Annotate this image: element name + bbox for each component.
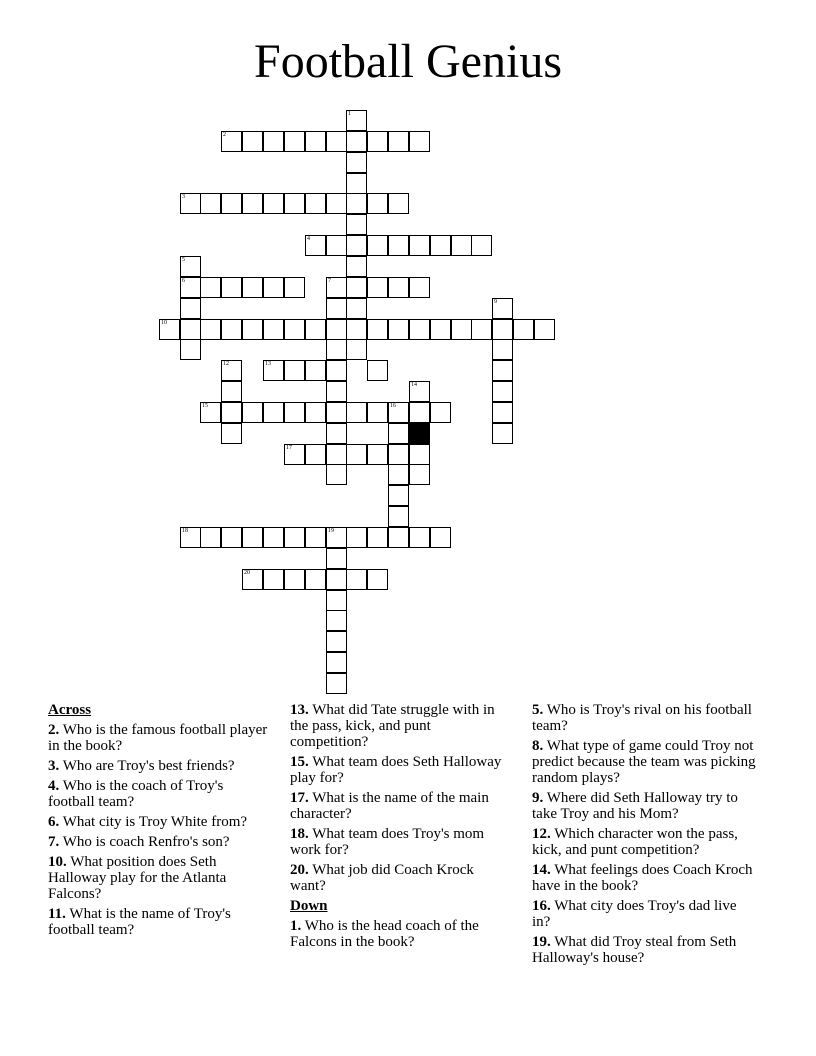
clue-item [48, 778, 268, 810]
grid-cell[interactable] [200, 277, 221, 298]
grid-cell[interactable] [284, 444, 305, 465]
clue-number: 3. [48, 758, 60, 774]
grid-cell[interactable] [326, 673, 347, 694]
grid-cell[interactable] [221, 319, 242, 340]
grid-cell[interactable] [388, 319, 409, 340]
grid-cell[interactable] [492, 339, 513, 360]
puzzle-title: Football Genius [254, 35, 562, 88]
grid-cell[interactable] [284, 193, 305, 214]
grid-cell[interactable] [346, 256, 367, 277]
grid-cell[interactable] [180, 339, 201, 360]
grid-cell[interactable] [263, 527, 284, 548]
grid-cell[interactable] [284, 319, 305, 340]
grid-cell[interactable] [346, 110, 367, 131]
grid-cell[interactable] [221, 131, 242, 152]
grid-cell[interactable] [388, 527, 409, 548]
clue-number: 10 [161, 320, 167, 326]
grid-cell[interactable] [492, 298, 513, 319]
grid-cell[interactable] [346, 152, 367, 173]
grid-cell[interactable] [492, 360, 513, 381]
clue-number: 6 [182, 278, 185, 284]
clue-number: 17. [290, 790, 309, 806]
grid-cell[interactable] [409, 464, 430, 485]
clue-number: 15 [202, 403, 208, 409]
grid-cell[interactable] [409, 444, 430, 465]
clue-text: Who is Troy's rival on his football team? [532, 702, 752, 734]
grid-cell[interactable] [346, 214, 367, 235]
grid-cell[interactable] [305, 193, 326, 214]
clue-item [48, 854, 268, 902]
grid-cell[interactable] [346, 193, 367, 214]
clue-text: What feelings does Coach Kroch have in the book? [532, 862, 753, 894]
grid-cell[interactable] [305, 527, 326, 548]
grid-cell[interactable] [346, 173, 367, 194]
grid-cell[interactable] [305, 360, 326, 381]
grid-cell[interactable] [200, 527, 221, 548]
grid-cell[interactable] [263, 277, 284, 298]
clue-number: 5 [182, 257, 185, 263]
grid-cell[interactable] [451, 235, 472, 256]
grid-cell[interactable] [284, 527, 305, 548]
grid-cell[interactable] [492, 381, 513, 402]
grid-cell[interactable] [367, 193, 388, 214]
down-heading: Down [290, 898, 328, 914]
clue-text: What city does Troy's dad live in? [532, 898, 737, 930]
clue-text: What did Tate struggle with in the pass, kick, and punt competition? [290, 702, 495, 750]
grid-cell[interactable] [388, 444, 409, 465]
grid-cell[interactable] [221, 193, 242, 214]
clue-number: 2. [48, 722, 60, 738]
clue-number: 5. [532, 702, 544, 718]
grid-cell[interactable] [221, 423, 242, 444]
grid-cell[interactable] [326, 339, 347, 360]
clue-item [290, 702, 510, 750]
grid-cell[interactable] [326, 319, 347, 340]
grid-cell[interactable] [388, 131, 409, 152]
grid-cell[interactable] [367, 527, 388, 548]
grid-cell[interactable] [430, 402, 451, 423]
clue-number: 13. [290, 702, 309, 718]
grid-cell[interactable] [409, 235, 430, 256]
clue-number: 9 [494, 299, 497, 305]
grid-cell[interactable] [346, 298, 367, 319]
clue-text: What team does Seth Halloway play for? [290, 754, 502, 786]
grid-cell[interactable] [326, 402, 347, 423]
grid-cell[interactable] [326, 569, 347, 590]
clue-text: Who is the coach of Troy's football team? [48, 778, 224, 810]
grid-cell[interactable] [430, 319, 451, 340]
clue-number: 1 [348, 111, 351, 117]
clue-item [532, 738, 757, 786]
grid-cell[interactable] [409, 131, 430, 152]
grid-cell[interactable] [305, 402, 326, 423]
clue-number: 18. [290, 826, 309, 842]
grid-cell[interactable] [534, 319, 555, 340]
grid-cell[interactable] [221, 277, 242, 298]
clue-item [532, 702, 757, 734]
grid-cell[interactable] [367, 131, 388, 152]
clue-column-2 [290, 702, 510, 954]
clue-text: Who is the head coach of the Falcons in the book? [290, 918, 479, 950]
clue-item [532, 862, 757, 894]
clue-item [532, 790, 757, 822]
grid-cell[interactable] [492, 402, 513, 423]
grid-cell[interactable] [284, 360, 305, 381]
grid-cell[interactable] [346, 444, 367, 465]
grid-cell[interactable] [305, 319, 326, 340]
clue-number: 19 [328, 528, 334, 534]
grid-cell[interactable] [409, 402, 430, 423]
grid-cell[interactable] [326, 298, 347, 319]
grid-cell[interactable] [180, 527, 201, 548]
grid-cell[interactable] [388, 402, 409, 423]
grid-cell[interactable] [326, 277, 347, 298]
clue-item [290, 790, 510, 822]
grid-cell[interactable] [242, 527, 263, 548]
grid-cell[interactable] [367, 277, 388, 298]
grid-cell[interactable] [367, 235, 388, 256]
grid-cell[interactable] [263, 402, 284, 423]
grid-cell[interactable] [326, 423, 347, 444]
grid-cell[interactable] [284, 277, 305, 298]
grid-cell[interactable] [221, 527, 242, 548]
grid-cell[interactable] [221, 360, 242, 381]
clue-item [290, 754, 510, 786]
grid-cell[interactable] [346, 569, 367, 590]
grid-cell[interactable] [513, 319, 534, 340]
grid-cell[interactable] [242, 193, 263, 214]
grid-cell[interactable] [367, 402, 388, 423]
grid-cell[interactable] [242, 569, 263, 590]
grid-cell[interactable] [471, 235, 492, 256]
grid-cell[interactable] [180, 193, 201, 214]
grid-cell[interactable] [388, 235, 409, 256]
grid-cell[interactable] [180, 319, 201, 340]
clue-number: 3 [182, 194, 185, 200]
grid-cell[interactable] [451, 319, 472, 340]
across-clue-list-continued [290, 702, 510, 894]
grid-cell[interactable] [263, 360, 284, 381]
grid-cell[interactable] [326, 464, 347, 485]
clue-item [290, 862, 510, 894]
grid-cell[interactable] [200, 193, 221, 214]
grid-cell[interactable] [367, 360, 388, 381]
clue-item [48, 722, 268, 754]
grid-cell[interactable] [263, 319, 284, 340]
grid-cell[interactable] [409, 381, 430, 402]
grid-cell[interactable] [388, 506, 409, 527]
across-clue-list [48, 722, 268, 938]
grid-cell[interactable] [346, 277, 367, 298]
grid-cell[interactable] [326, 360, 347, 381]
grid-cell[interactable] [326, 610, 347, 631]
grid-cell[interactable] [409, 527, 430, 548]
clue-text: What city is Troy White from? [62, 814, 248, 830]
grid-cell[interactable] [492, 423, 513, 444]
down-clue-list [290, 918, 510, 950]
grid-cell[interactable] [492, 319, 513, 340]
clue-number: 20 [244, 570, 250, 576]
clue-number: 6. [48, 814, 60, 830]
clue-number: 2 [223, 132, 226, 138]
grid-cell[interactable] [471, 319, 492, 340]
clue-item [532, 934, 757, 966]
grid-cell[interactable] [284, 569, 305, 590]
grid-cell[interactable] [221, 402, 242, 423]
clue-number: 4. [48, 778, 60, 794]
grid-cell[interactable] [388, 193, 409, 214]
clue-number: 12 [223, 361, 229, 367]
grid-cell[interactable] [242, 277, 263, 298]
grid-cell[interactable] [409, 277, 430, 298]
clue-text: Which character won the pass, kick, and punt competition? [532, 826, 738, 858]
down-clue-list-continued [532, 702, 757, 966]
grid-cell[interactable] [326, 631, 347, 652]
black-square [409, 423, 430, 444]
across-heading: Across [48, 702, 92, 718]
grid-cell[interactable] [326, 381, 347, 402]
grid-cell[interactable] [242, 131, 263, 152]
clue-text: Who are Troy's best friends? [62, 758, 235, 774]
clue-item [532, 826, 757, 858]
clue-number: 14 [411, 382, 417, 388]
clue-number: 15. [290, 754, 309, 770]
clue-item [290, 826, 510, 858]
grid-cell[interactable] [326, 131, 347, 152]
clue-text: Who is the famous football player in the book? [48, 722, 268, 754]
grid-cell[interactable] [388, 423, 409, 444]
grid-cell[interactable] [305, 131, 326, 152]
grid-cell[interactable] [388, 485, 409, 506]
grid-cell[interactable] [326, 590, 347, 611]
clue-text: What job did Coach Krock want? [290, 862, 474, 894]
clue-column-1 [48, 702, 268, 942]
grid-cell[interactable] [346, 339, 367, 360]
clue-number: 12. [532, 826, 551, 842]
clue-text: Where did Seth Halloway try to take Troy and his Mom? [532, 790, 738, 822]
clue-item [532, 898, 757, 930]
grid-cell[interactable] [305, 235, 326, 256]
grid-cell[interactable] [180, 277, 201, 298]
grid-cell[interactable] [346, 527, 367, 548]
clue-item [48, 906, 268, 938]
clue-text: What position does Seth Halloway play for the Atlanta Falcons? [48, 854, 227, 902]
grid-cell[interactable] [242, 402, 263, 423]
clue-text: What team does Troy's mom work for? [290, 826, 485, 858]
grid-cell[interactable] [180, 298, 201, 319]
grid-cell[interactable] [263, 131, 284, 152]
grid-cell[interactable] [430, 235, 451, 256]
clue-number: 16. [532, 898, 551, 914]
grid-cell[interactable] [326, 652, 347, 673]
clue-column-3 [532, 702, 757, 970]
grid-cell[interactable] [180, 256, 201, 277]
grid-cell[interactable] [326, 444, 347, 465]
clue-item [48, 834, 268, 850]
clue-number: 7 [328, 278, 331, 284]
grid-cell[interactable] [409, 319, 430, 340]
clue-number: 14. [532, 862, 551, 878]
grid-cell[interactable] [159, 319, 180, 340]
clue-number: 20. [290, 862, 309, 878]
grid-cell[interactable] [326, 527, 347, 548]
grid-cell[interactable] [346, 235, 367, 256]
clue-number: 10. [48, 854, 67, 870]
grid-cell[interactable] [284, 402, 305, 423]
grid-cell[interactable] [200, 319, 221, 340]
grid-cell[interactable] [367, 319, 388, 340]
clue-number: 17 [286, 445, 292, 451]
clue-text: What is the name of the main character? [290, 790, 489, 822]
grid-cell[interactable] [242, 319, 263, 340]
grid-cell[interactable] [346, 319, 367, 340]
grid-cell[interactable] [346, 402, 367, 423]
clue-number: 7. [48, 834, 60, 850]
grid-cell[interactable] [305, 444, 326, 465]
clue-item [48, 758, 268, 774]
grid-cell[interactable] [326, 193, 347, 214]
clue-number: 9. [532, 790, 544, 806]
grid-cell[interactable] [284, 131, 305, 152]
clue-text: Who is coach Renfro's son? [62, 834, 230, 850]
clue-text: What did Troy steal from Seth Halloway's house? [532, 934, 737, 966]
clue-item [290, 918, 510, 950]
clue-number: 1. [290, 918, 302, 934]
clue-number: 16 [390, 403, 396, 409]
grid-cell[interactable] [367, 444, 388, 465]
clue-number: 18 [182, 528, 188, 534]
grid-cell[interactable] [367, 569, 388, 590]
clue-number: 19. [532, 934, 551, 950]
grid-cell[interactable] [388, 464, 409, 485]
grid-cell[interactable] [305, 569, 326, 590]
grid-cell[interactable] [326, 235, 347, 256]
grid-cell[interactable] [326, 548, 347, 569]
grid-cell[interactable] [263, 193, 284, 214]
clue-number: 11. [48, 906, 66, 922]
clue-number: 8. [532, 738, 544, 754]
grid-cell[interactable] [346, 131, 367, 152]
grid-cell[interactable] [221, 381, 242, 402]
clue-text: What type of game could Troy not predict because the team was picking random plays? [532, 738, 756, 786]
clue-number: 4 [307, 236, 310, 242]
clue-number: 13 [265, 361, 271, 367]
grid-cell[interactable] [430, 527, 451, 548]
grid-cell[interactable] [263, 569, 284, 590]
grid-cell[interactable] [200, 402, 221, 423]
clue-item [48, 814, 268, 830]
grid-cell[interactable] [388, 277, 409, 298]
clue-text: What is the name of Troy's football team? [48, 906, 231, 938]
